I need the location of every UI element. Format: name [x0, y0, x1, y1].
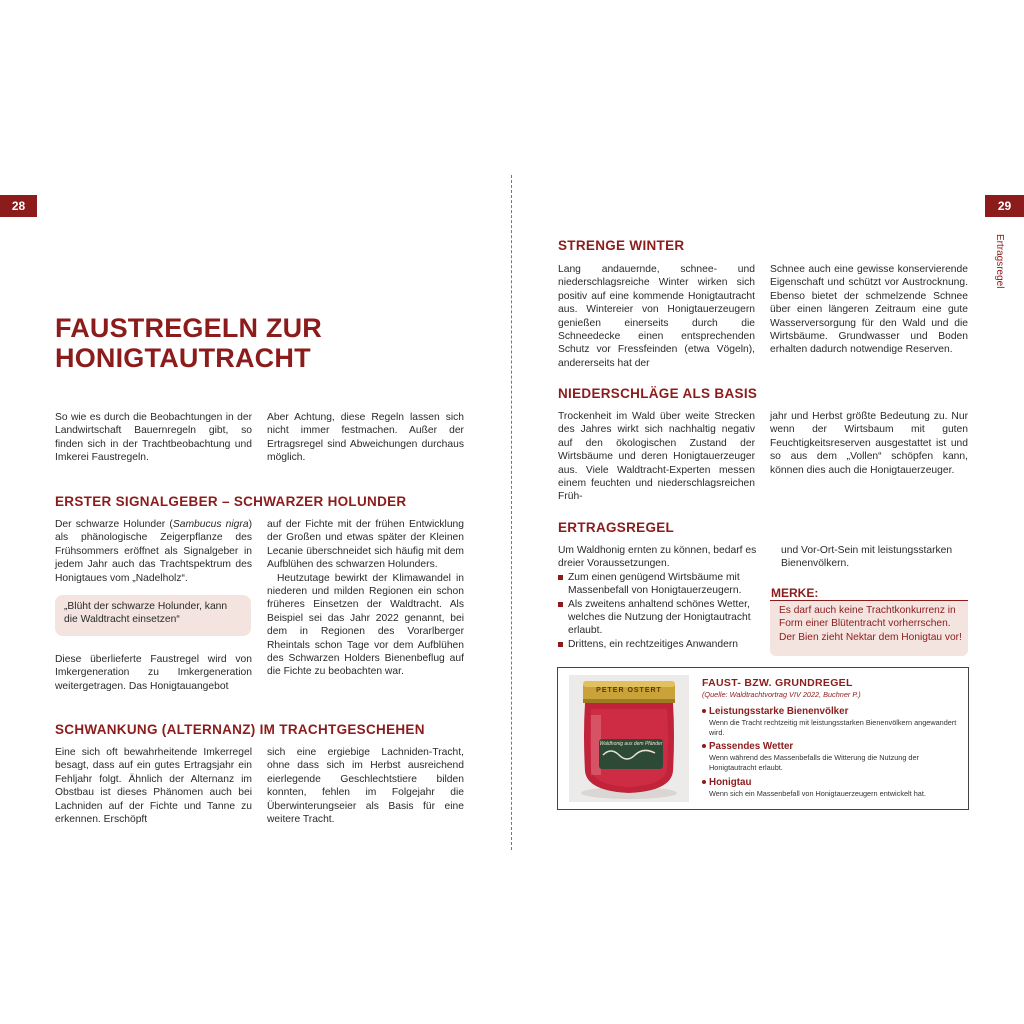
grundregel-item: Leistungsstarke Bienenvölker Wenn die Tracht rechtzeitig mit leistungsstarken Bienenvölkern angewandert wird.: [702, 706, 964, 738]
list-item: Drittens, ein rechtzeitiges Anwandern: [558, 638, 758, 651]
running-head: Ertragsregel: [994, 234, 1005, 289]
niederschlag-column-1: Trockenheit im Wald über weite Strecken des Jahres wirkt sich nachhaltig negativ auf den ökologischen Zustand der Wirtsbäume und deren Honigtauerzeuger aus. Viele Waldtracht-Experten messen einem feuchten und niederschlagsreichen Früh-: [558, 411, 755, 503]
holunder-column-1: Der schwarze Holunder (Sambucus nigra) als phänologische Zeigerpflanze des Frühsommers eröffnet als Signalgeber in jedem Jahr auch das Trachtspektrum des Honigtaues vom „Nadelholz“.: [55, 519, 253, 584]
page-fold-divider: [511, 175, 512, 850]
alternanz-column-2: sich eine ergiebige Lachniden-Tracht, ohne dass sich im Herbst ausreichend eierlegende Geschlechtstiere bilden konnten, fehlen im Folgejahr die Überwinterungseier als Basis für eine weitere Tracht.: [267, 747, 464, 826]
grundregel-source: (Quelle: Waldtrachtvortrag VIV 2022, Buchner P.): [702, 690, 861, 699]
section-heading-ertragsregel: ERTRAGSREGEL: [558, 520, 675, 535]
section-heading-holunder: ERSTER SIGNALGEBER – SCHWARZER HOLUNDER: [55, 494, 407, 509]
grundregel-item: Passendes Wetter Wenn während des Massenbefalls die Witterung die Nutzung der Honigtautracht erlaubt.: [702, 741, 964, 773]
section-heading-strenge-winter: STRENGE WINTER: [558, 238, 685, 253]
winter-column-1: Lang andauernde, schnee- und niederschlagsreiche Winter wirken sich positiv auf eine kommende Honigtautracht aus. Wintereier von Honigtauerzeugern genießen einerseits durch die Schneedecke einen entsprechenden Schutz vor Fressfeinden (etwa Vögeln), andererseits hat der: [558, 264, 755, 369]
honey-jar-photo: [569, 675, 689, 802]
list-item: Zum einen genügend Wirtsbäume mit Massenbefall von Honigtauerzeugern.: [558, 571, 758, 598]
grundregel-box: [557, 667, 969, 810]
ertragsregel-column-1: Um Waldhonig ernten zu können, bedarf es dreier Voraussetzungen. Zum einen genügend Wirtsbäume mit Massenbefall von Honigtauerzeugern. Als zweitens anhaltend schönes Wetter, welches die Nutzung der Honigtautracht erlaubt. Drittens, ein rechtzeitiges Anwandern: [558, 545, 757, 650]
ertragsregel-bullet-list: [558, 571, 758, 651]
merke-text: Es darf auch keine Trachtkonkurrenz in Form einer Blütentracht vorherrschen. Der Bien zieht Nektar dem Honigtau vor!: [770, 601, 968, 656]
holunder-column-1-continued: Diese überlieferte Faustregel wird von Imkergeneration zu Imkergeneration weitergetragen. Das Honigtauangebot: [55, 654, 252, 692]
jar-label-text: Waldhonig aus dem Pfänder: [599, 741, 663, 747]
holunder-column-2: auf der Fichte mit der frühen Entwicklung der Großen und etwas später der Kleinen Lecanie überschneidet sich häufig mit dem Aufblühen des schwarzen Holunders. Heutzutage bewirkt der Klimawandel in niederen und milden Regionen ein schon früheres Einsetzen der Waldtracht. Als Beispiel sei das Jahr 2022 genannt, bei dem in Regionen des Vorarlberger Rheintals schon Tage vor dem Aufblühen des Schwarzen Holders Bienenbeflug auf die Fichte zu beobachten war.: [267, 519, 464, 678]
list-item: Als zweitens anhaltend schönes Wetter, welches die Nutzung der Honigtautracht erlaubt.: [558, 598, 758, 638]
bullet-dot-icon: [702, 709, 706, 713]
intro-column-2: Aber Achtung, diese Regeln lassen sich nicht immer festmachen. Außer der Ertragsregel sind Abweichungen durchaus möglich.: [267, 412, 464, 464]
merke-box: [770, 586, 968, 656]
niederschlag-column-2: jahr und Herbst größte Bedeutung zu. Nur wenn der Wirtsbaum mit guten Feuchtigkeitsreserven ausgestattet ist und so aus dem „Vollen“ schöpfen kann, können dies auch die Honigtauerzeuger.: [770, 411, 968, 476]
page-title: FAUSTREGELN ZUR HONIGTAUTRACHT: [55, 313, 323, 373]
quote-text: „Blüht der schwarze Holunder, kann die Waldtracht einsetzen“: [64, 601, 228, 626]
jar-lid-text: PETER OSTERT: [596, 687, 662, 694]
merke-title: MERKE:: [770, 586, 968, 601]
ertragsregel-column-2: und Vor-Ort-Sein mit leistungsstarken Bienenvölkern.: [781, 545, 953, 570]
section-heading-niederschlaege: NIEDERSCHLÄGE ALS BASIS: [558, 386, 758, 401]
grundregel-title: FAUST- BZW. GRUNDREGEL: [702, 677, 853, 689]
intro-column-1: So wie es durch die Beobachtungen in der Landwirtschaft Bauernregeln gibt, so finden sich in der Trachtbeobachtung und Imkerei Faustregeln.: [55, 412, 252, 464]
quote-box: [55, 595, 251, 636]
page-number-left: 28: [0, 195, 37, 217]
winter-column-2: Schnee auch eine gewisse konservierende Eigenschaft und schützt vor Austrocknung. Ebenso bietet der schmelzende Schnee über einen längeren Zeitraum eine gute Wasserversorgung für den Wald und die Wirtsbäume. Grundwasser und Boden erhalten dadurch notwendige Reserven.: [770, 264, 968, 356]
bullet-dot-icon: [702, 744, 706, 748]
page-number-right: 29: [985, 195, 1024, 217]
alternanz-column-1: Eine sich oft bewahrheitende Imkerregel besagt, dass auf ein gutes Ertragsjahr ein Fehljahr folgt. Ähnlich der Alternanz im Obstbau ist dieses Phänomen auch bei Lachniden auf der Fichte und Tanne zu erkennen. Erschöpft: [55, 747, 252, 826]
grundregel-item: Honigtau Wenn sich ein Massenbefall von Honigtauerzeugern entwickelt hat.: [702, 777, 964, 799]
section-heading-alternanz: SCHWANKUNG (ALTERNANZ) IM TRACHTGESCHEHEN: [55, 722, 425, 737]
bullet-dot-icon: [702, 780, 706, 784]
